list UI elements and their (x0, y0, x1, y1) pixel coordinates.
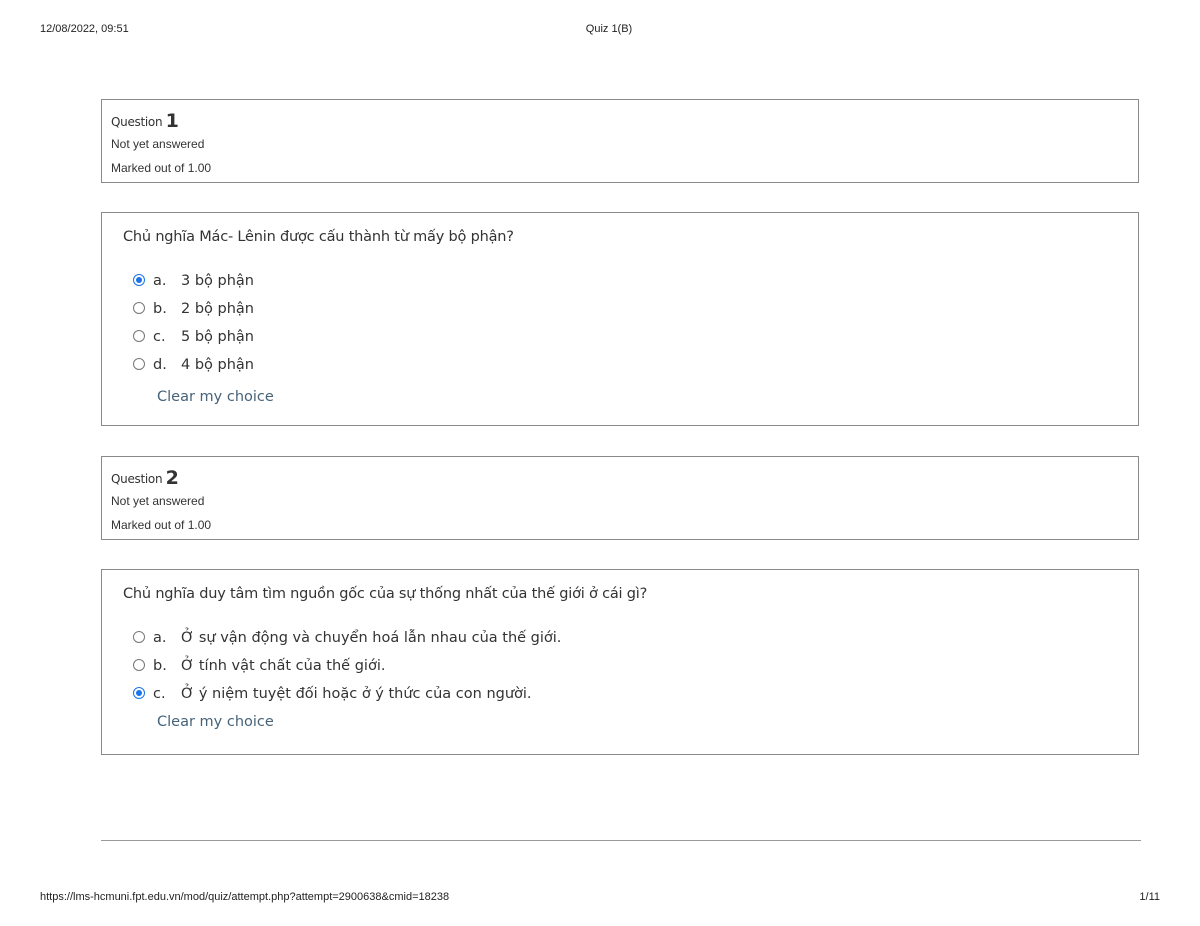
print-datetime: 12/08/2022, 09:51 (40, 23, 129, 35)
answer-text: Ở sự vận động và chuyển hoá lẫn nhau của thế giới. (181, 630, 562, 646)
radio-button[interactable] (133, 358, 145, 370)
answer-text: 4 bộ phận (181, 357, 254, 373)
answer-letter: a. (153, 273, 167, 289)
question-label: Question (111, 115, 163, 129)
question-label: Question (111, 472, 163, 486)
page-url: https://lms-hcmuni.fpt.edu.vn/mod/quiz/attempt.php?attempt=2900638&cmid=18238 (40, 891, 450, 903)
question-number: 2 (165, 467, 179, 489)
answer-text: 3 bộ phận (181, 273, 254, 289)
answer-option-d[interactable] (123, 351, 1138, 379)
answer-list (123, 624, 1138, 708)
answer-letter: d. (153, 357, 167, 373)
answer-option-a[interactable] (123, 624, 1138, 652)
question-number: 1 (165, 110, 179, 132)
question-status: Not yet answered (111, 494, 205, 508)
print-header (40, 23, 1160, 37)
question-1-heading (111, 109, 1138, 131)
question-2-heading (111, 466, 1138, 488)
answer-option-c[interactable] (123, 680, 1138, 708)
print-title: Quiz 1(B) (585, 23, 633, 35)
clear-choice-link[interactable]: Clear my choice (157, 389, 274, 405)
answer-text: Ở tính vật chất của thế giới. (181, 658, 386, 674)
question-2-info (101, 456, 1139, 540)
answer-text: 5 bộ phận (181, 329, 254, 345)
answer-letter: a. (153, 630, 167, 646)
answer-letter: b. (153, 658, 167, 674)
question-text: Chủ nghĩa Mác- Lênin được cấu thành từ mấy bộ phận? (123, 229, 514, 245)
radio-button[interactable] (133, 302, 145, 314)
print-footer (40, 891, 1160, 905)
answer-option-a[interactable] (123, 267, 1138, 295)
question-2-content (101, 569, 1139, 755)
question-1-content (101, 212, 1139, 426)
answer-option-b[interactable] (123, 295, 1138, 323)
radio-button[interactable] (133, 631, 145, 643)
answer-letter: c. (153, 329, 166, 345)
page-number: 1/11 (1139, 891, 1160, 903)
radio-button[interactable] (133, 687, 145, 699)
answer-letter: b. (153, 301, 167, 317)
answer-list (123, 267, 1138, 379)
radio-button[interactable] (133, 330, 145, 342)
question-marks: Marked out of 1.00 (111, 518, 212, 532)
footer-divider (101, 840, 1141, 841)
clear-choice-link[interactable]: Clear my choice (157, 714, 274, 730)
answer-text: Ở ý niệm tuyệt đối hoặc ở ý thức của con người. (181, 686, 532, 702)
radio-button[interactable] (133, 274, 145, 286)
answer-text: 2 bộ phận (181, 301, 254, 317)
question-1-info (101, 99, 1139, 183)
question-marks: Marked out of 1.00 (111, 161, 212, 175)
question-status: Not yet answered (111, 137, 205, 151)
answer-letter: c. (153, 686, 166, 702)
radio-button[interactable] (133, 659, 145, 671)
answer-option-b[interactable] (123, 652, 1138, 680)
answer-option-c[interactable] (123, 323, 1138, 351)
question-text: Chủ nghĩa duy tâm tìm nguồn gốc của sự thống nhất của thế giới ở cái gì? (123, 586, 648, 602)
